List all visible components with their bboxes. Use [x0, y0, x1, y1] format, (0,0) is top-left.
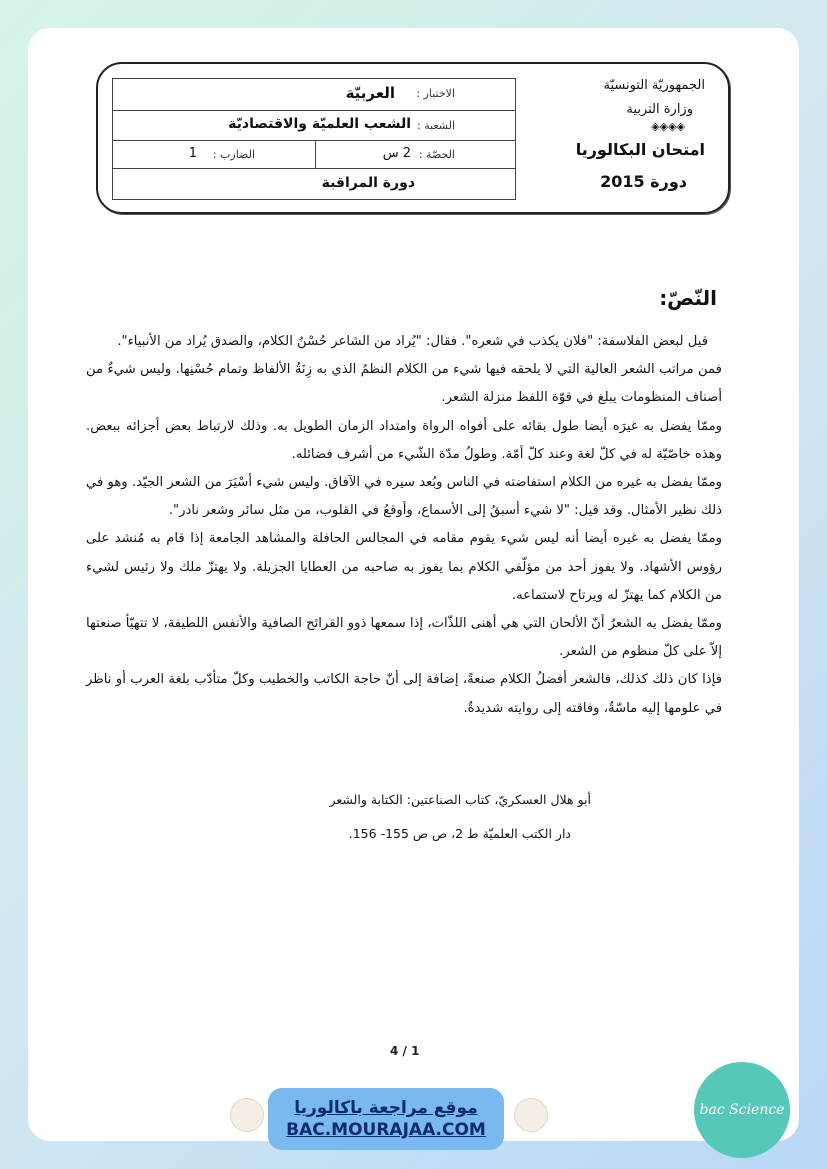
duration-label: الحصّة : — [418, 148, 455, 161]
bac-science-logo: bac Science — [694, 1062, 790, 1158]
paragraph: قيل لبعض الفلاسفة: "فلان يكذب في شعره". فقال: "يُراد من الشاعر حُسْنُ الكلام، والصدق يُراد من الأنبياء". — [117, 334, 708, 349]
exam-info-table — [112, 78, 516, 200]
exam-subject: العربيّة — [345, 84, 395, 102]
branch-row — [113, 111, 515, 141]
coefficient-value: 1 — [188, 146, 197, 161]
duration-row — [113, 141, 515, 169]
duration-value: 2 س — [382, 146, 411, 161]
branch-label: الشعبة : — [417, 119, 455, 132]
coefficient-label: الضارب : — [212, 148, 255, 161]
session-year: دورة 2015 — [600, 172, 687, 191]
paragraph: فمن مراتب الشعر العالية التي لا يلحقه فيها شيء من الكلام النظمُ الذي به زِنَةُ الألفاظ وتمام حُسْنِها. وليس شيءٌ من أصناف المنظومات يبلغ في قوّة اللفظ منزلة الشعر. — [86, 362, 722, 406]
passage — [86, 328, 722, 723]
ornament: ◈◈◈◈ — [651, 120, 685, 133]
exam-label: الاختبار : — [416, 87, 455, 100]
session-type: دورة المراقبة — [321, 175, 415, 191]
paragraph: وممّا يفضل به غيره من الكلام استفاضته في الناس وبُعد سيره في الآفاق. وليس شيء أسْيَرَ من الشعر الجيّد. وهو في ذلك نظير الأمثال. وقد قيل: "لا شيء أسبقُ إلى الأسماع، وأوقعُ في القلوب، من مثل سائر وشعر نادر". — [86, 475, 722, 519]
paragraph: فإذا كان ذلك كذلك، فالشعر أفضلُ الكلام صنعةً، إضافة إلى أنّ حاجة الكاتب والخطيب وكلّ متأدّب بلغة العرب أو ناظر في علومها إليه ماسّةٌ، وفاقته إلى روايته شديدةٌ. — [86, 672, 722, 716]
site-logo-icon — [230, 1098, 264, 1132]
session-row — [113, 169, 515, 200]
exam-row — [113, 79, 515, 111]
paragraph: وممّا يفضل به غيرَه أيضا طول بقائه على أفواه الرواة وامتداد الزمان الطويل به. وذلك لارتباط بعض أجزائه ببعض. وهذه خاصّيّة له في كلّ لغة وعند كلّ أمّة. وطولُ مدّة الشّيء من أشرف فضائله. — [86, 418, 722, 462]
site-banner[interactable] — [268, 1088, 504, 1150]
exam-header — [96, 62, 730, 214]
exam-name: امتحان البكالوريا — [575, 140, 705, 159]
paragraph: وممّا يفضل به غيره أيضا أنه ليس شيء يقوم مقامه في المجالس الحافلة والمشاهد الجامعة إذا قام به مُنشد على رؤوس الأشهاد. ولا يفوز أحد من مؤلّفي الكلام بما يفوز به صاحبه من العطايا الجزيلة. ولا يهتزّ ملك ولا رئيس لشيء من الكلام كما يهتزّ له ويرتاح لاستماعه. — [86, 531, 722, 603]
paragraph: وممّا يفضل به الشعرُ أنّ الألحان التي هي أهنى اللذّات، إذا سمعها ذوو القرائح الصافية والأنفس اللطيفة، لا تتهيّأ صنعتها إلاّ على كلّ منظوم من الشعر. — [86, 616, 722, 660]
cell-divider — [315, 141, 316, 168]
ministry-name: وزارة التربية — [626, 102, 693, 117]
republic-name: الجمهوريّة التونسيّة — [603, 78, 705, 93]
text-title: النّصّ: — [659, 286, 717, 310]
exam-page — [28, 28, 799, 1141]
source-publisher: دار الكتب العلميّة ط 2، ص ص 155- 156. — [348, 826, 571, 841]
source-author: أبو هلال العسكريّ، كتاب الصناعتين: الكتابة والشعر — [329, 792, 591, 807]
branch-value: الشعب العلميّة والاقتصاديّة — [228, 116, 411, 132]
site-name[interactable]: موقع مراجعة باكالوريا — [294, 1098, 478, 1118]
site-url-link[interactable]: BAC.MOURAJAA.COM — [286, 1120, 486, 1140]
page-number: 4 / 1 — [390, 1044, 420, 1058]
site-logo-icon — [514, 1098, 548, 1132]
ministry-block — [520, 78, 715, 200]
